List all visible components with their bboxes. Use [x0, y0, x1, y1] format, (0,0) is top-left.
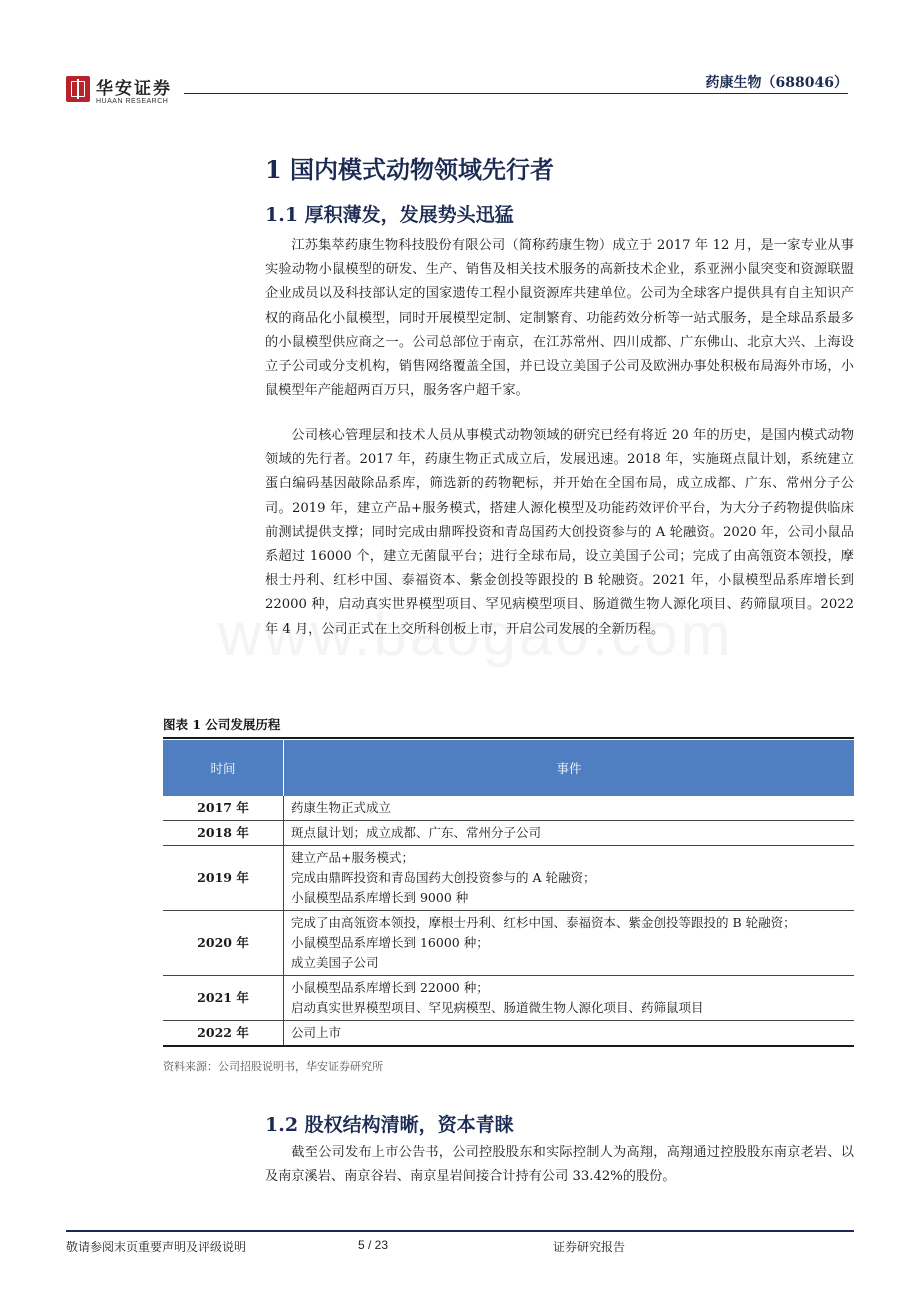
table-row [163, 911, 854, 976]
table-row [163, 796, 854, 821]
figure-title: 图表 1 公司发展历程 [163, 717, 281, 732]
year-cell: 2020 年 [163, 911, 284, 976]
event-line: 成立美国子公司 [291, 955, 379, 970]
logo-chinese-name: 华安证券 [96, 79, 172, 99]
event-line: 小鼠模型品系库增长到 22000 种； [291, 980, 489, 995]
paragraph-shareholding: 截至公司发布上市公告书，公司控股股东和实际控制人为高翔，高翔通过控股股东南京老岩、以及南京溪岩、南京谷岩、南京星岩间接合计持有公司 33.42%的股份。 [265, 1145, 854, 1185]
event-line: 完成由鼎晖投资和青岛国药大创投资参与的 A 轮融资； [291, 870, 596, 885]
footer-divider [66, 1230, 854, 1232]
logo-seal-icon [66, 76, 90, 102]
header-divider [184, 93, 848, 94]
event-cell [284, 821, 855, 846]
event-line: 小鼠模型品系库增长到 9000 种 [291, 890, 469, 905]
section-title: 1 国内模式动物领域先行者 [265, 155, 555, 184]
table-header-row [163, 740, 854, 796]
event-cell [284, 976, 855, 1021]
event-cell [284, 911, 855, 976]
event-cell [284, 846, 855, 911]
year-cell: 2019 年 [163, 846, 284, 911]
development-history-table [163, 740, 854, 1047]
year-cell: 2021 年 [163, 976, 284, 1021]
footer-report-type: 证券研究报告 [553, 1240, 626, 1254]
year-cell: 2022 年 [163, 1021, 284, 1047]
table-row [163, 976, 854, 1021]
table-top-rule [163, 737, 854, 739]
company-logo [66, 72, 176, 112]
column-header-event: 事件 [284, 740, 855, 796]
event-line: 药康生物正式成立 [291, 800, 392, 815]
event-line: 建立产品+服务模式； [291, 850, 414, 865]
event-cell [284, 1021, 855, 1047]
event-line: 公司上市 [291, 1025, 342, 1040]
paragraph-company-intro: 江苏集萃药康生物科技股份有限公司（简称药康生物）成立于 2017 年 12 月，是一家专业从事实验动物小鼠模型的研发、生产、销售及相关技术服务的高新技术企业，系亚洲小鼠突变和资源联盟企业成员以及科技部认定的国家遗传工程小鼠资源库共建单位。公司为全球客户提供具有自主知识产权的商品化小鼠模型，同时开展模型定制、定制繁育、功能药效分析等一站式服务，是全球品系最多的小鼠模型供应商之一。公司总部位于南京，在江苏常州、四川成都、广东佛山、北京大兴、上海设立子公司或分支机构，销售网络覆盖全国，并已设立美国子公司及欧洲办事处积极布局海外市场，小鼠模型年产能超两百万只，服务客户超千家。 [265, 238, 854, 399]
year-cell: 2017 年 [163, 796, 284, 821]
paragraph-history: 公司核心管理层和技术人员从事模式动物领域的研究已经有将近 20 年的历史，是国内模式动物领域的先行者。2017 年，药康生物正式成立后，发展迅速。2018 年，实施斑点鼠计划，系统建立蛋白编码基因敲除品系库，筛选新的药物靶标，并开始在全国布局，成立成都、广东、常州分子公司。2019 年，建立产品+服务模式，搭建人源化模型及功能药效评价平台，为大分子药物提供临床前测试提供支撑；同时完成由鼎晖投资和青岛国药大创投资参与的 A 轮融资。2020 年，公司小鼠品系超过 16000 个，建立无菌鼠平台；进行全球布局，设立美国子公司；完成了由高瓴资本领投，摩根士丹利、红杉中国、泰福资本、紫金创投等跟投的 B 轮融资。2021 年，小鼠模型品系库增长到 22000 种，启动真实世界模型项目、罕见病模型项目、肠道微生物人源化项目、药筛鼠项目。2022 年 4 月，公司正式在上交所科创板上市，开启公司发展的全新历程。 [265, 428, 854, 637]
subsection-title-2: 1.2 股权结构清晰，资本青睐 [265, 1114, 514, 1136]
event-line: 斑点鼠计划；成立成都、广东、常州分子公司 [291, 825, 542, 840]
logo-english-name: HUAAN RESEARCH [96, 98, 169, 105]
subsection-title-1: 1.1 厚积薄发，发展势头迅猛 [265, 204, 514, 226]
event-line: 完成了由高瓴资本领投，摩根士丹利、红杉中国、泰福资本、紫金创投等跟投的 B 轮融资； [291, 915, 796, 930]
stock-name-header: 药康生物（688046） [705, 75, 848, 91]
table-row [163, 846, 854, 911]
event-line: 启动真实世界模型项目、罕见病模型、肠道微生物人源化项目、药筛鼠项目 [291, 1000, 704, 1015]
table-row [163, 1021, 854, 1047]
figure-source: 资料来源：公司招股说明书，华安证券研究所 [163, 1060, 383, 1073]
page-number: 5 / 23 [358, 1238, 389, 1252]
footer-disclaimer: 敬请参阅末页重要声明及评级说明 [66, 1240, 247, 1254]
event-cell [284, 796, 855, 821]
column-header-time: 时间 [163, 740, 284, 796]
year-cell: 2018 年 [163, 821, 284, 846]
event-line: 小鼠模型品系库增长到 16000 种； [291, 935, 489, 950]
table-row [163, 821, 854, 846]
